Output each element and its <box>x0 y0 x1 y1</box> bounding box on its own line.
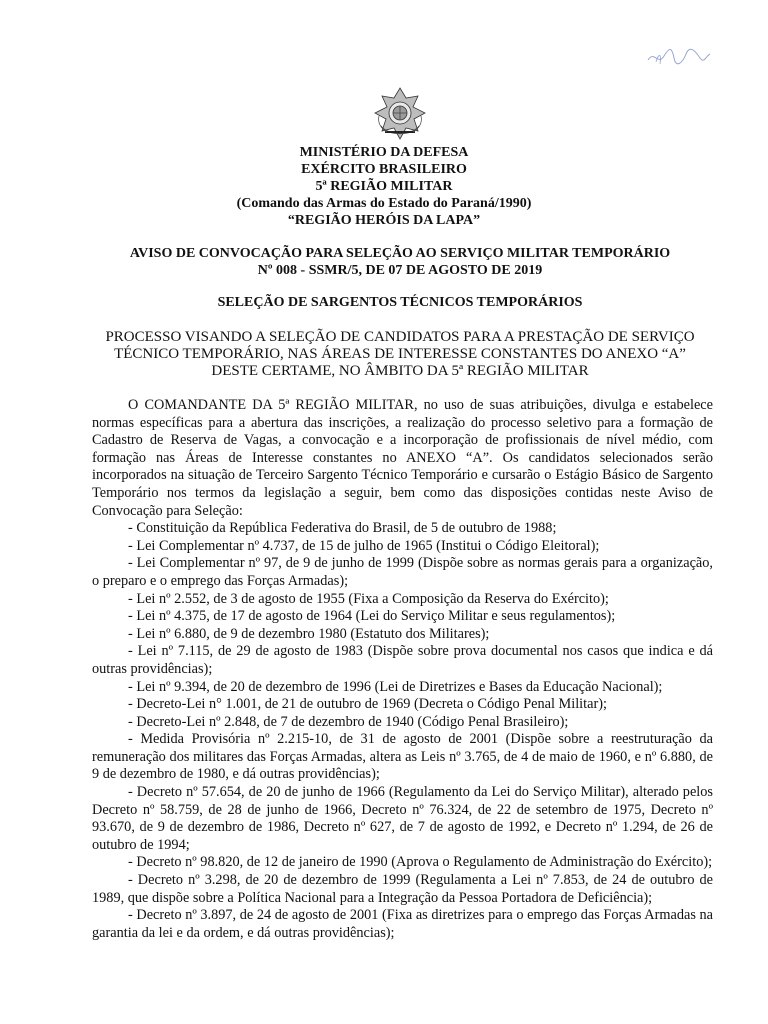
issuing-authority-header <box>0 144 768 229</box>
notice-title <box>60 245 740 279</box>
legislation-item: - Lei nº 2.552, de 3 de agosto de 1955 (Fixa a Composição da Reserva do Exército); <box>128 590 609 607</box>
legislation-item: - Lei nº 9.394, de 20 de dezembro de 1996 (Lei de Diretrizes e Bases da Educação Nacional); <box>128 678 663 695</box>
legislation-item: - Decreto nº 57.654, de 20 de junho de 1966 (Regulamento da Lei do Serviço Militar), alterado pelos Decreto nº 58.759, de 28 de junho de 1966, Decreto nº 76.324, de 22 de setembro de 1975, Decreto nº 93.670, de 9 de dezembro de 1986, Decreto nº 627, de 7 de agosto de 1992, e Decreto nº 1.294, de 26 de outubro de 1994; <box>92 784 713 853</box>
region-motto: “REGIÃO HERÓIS DA LAPA” <box>287 213 481 228</box>
legislation-item: - Decreto nº 98.820, de 12 de janeiro de 1990 (Aprova o Regulamento de Administração do Exército); <box>128 854 713 871</box>
legislation-item: - Lei Complementar nº 4.737, de 15 de julho de 1965 (Institui o Código Eleitoral); <box>128 537 600 554</box>
command-note: (Comando das Armas do Estado do Paraná/1990) <box>236 196 532 211</box>
process-line-1: PROCESSO VISANDO A SELEÇÃO DE CANDIDATOS PARA A PRESTAÇÃO DE SERVIÇO <box>105 329 695 345</box>
legislation-item: - Constituição da República Federativa do Brasil, de 5 de outubro de 1988; <box>128 520 557 537</box>
process-statement <box>70 329 730 380</box>
legislation-item: - Decreto nº 3.897, de 24 de agosto de 2001 (Fixa as diretrizes para o emprego das Forças Armadas na garantia da lei e da ordem, e dá outras providências); <box>92 907 713 941</box>
selection-title-text: SELEÇÃO DE SARGENTOS TÉCNICOS TEMPORÁRIOS <box>217 295 583 310</box>
process-line-3: DESTE CERTAME, NO ÂMBITO DA 5ª REGIÃO MILITAR <box>211 363 589 379</box>
legislation-item: - Decreto nº 3.298, de 20 de dezembro de 1999 (Regulamenta a Lei nº 7.853, de 24 de outubro de 1989, que dispõe sobre a Política Nacional para a Integração da Pessoa Portadora de Deficiência); <box>92 872 713 906</box>
handwritten-initials <box>644 40 714 70</box>
legislation-item: - Lei nº 6.880, de 9 de dezembro 1980 (Estatuto dos Militares); <box>128 625 490 642</box>
notice-body <box>92 397 713 942</box>
legislation-item: - Lei Complementar nº 97, de 9 de junho de 1999 (Dispõe sobre as normas gerais para a organização, o preparo e o emprego das Forças Armadas); <box>92 555 713 589</box>
notice-number: Nº 008 - SSMR/5, DE 07 DE AGOSTO DE 2019 <box>257 263 543 278</box>
national-coat-of-arms-icon <box>371 86 429 144</box>
military-region: 5ª REGIÃO MILITAR <box>315 179 453 194</box>
legislation-item: - Lei nº 7.115, de 29 de agosto de 1983 (Dispõe sobre prova documental nos casos que indica e dá outras providências); <box>92 643 713 677</box>
ministry-name: MINISTÉRIO DA DEFESA <box>299 145 469 160</box>
process-line-2: TÉCNICO TEMPORÁRIO, NAS ÁREAS DE INTERESSE CONSTANTES DO ANEXO “A” <box>114 346 686 362</box>
legislation-item: - Lei nº 4.375, de 17 de agosto de 1964 (Lei do Serviço Militar e seus regulamentos); <box>128 608 616 625</box>
legislation-item: - Medida Provisória nº 2.215-10, de 31 de agosto de 2001 (Dispõe sobre a reestruturação da remuneração dos militares das Forças Armadas, altera as Leis nº 3.765, de 4 de maio de 1960, e nº 6.880, de 9 de dezembro de 1980, e dá outras providências); <box>92 731 713 783</box>
army-name: EXÉRCITO BRASILEIRO <box>301 162 467 177</box>
legislation-item: - Decreto-Lei nº 2.848, de 7 de dezembro de 1940 (Código Penal Brasileiro); <box>128 713 569 730</box>
notice-title-line: AVISO DE CONVOCAÇÃO PARA SELEÇÃO AO SERVIÇO MILITAR TEMPORÁRIO <box>129 246 671 261</box>
intro-paragraph: O COMANDANTE DA 5ª REGIÃO MILITAR, no uso de suas atribuições, divulga e estabelece normas específicas para a abertura das inscrições, a realização do processo seletivo para a formação de Cadastro de Reserva de Vagas, a convocação e a incorporação de profissionais de nível médio, com formação nas Áreas de Interesse constantes no ANEXO “A”. Os candidatos selecionados serão incorporados na situação de Terceiro Sargento Técnico Temporário e cursarão o Estágio Básico de Sargento Temporário nos termos da legislação a seguir, bem como das disposições contidas neste Aviso de Convocação para Seleção: <box>92 397 713 519</box>
legislation-item: - Decreto-Lei n° 1.001, de 21 de outubro de 1969 (Decreta o Código Penal Militar); <box>128 696 607 713</box>
selection-title <box>60 294 740 311</box>
